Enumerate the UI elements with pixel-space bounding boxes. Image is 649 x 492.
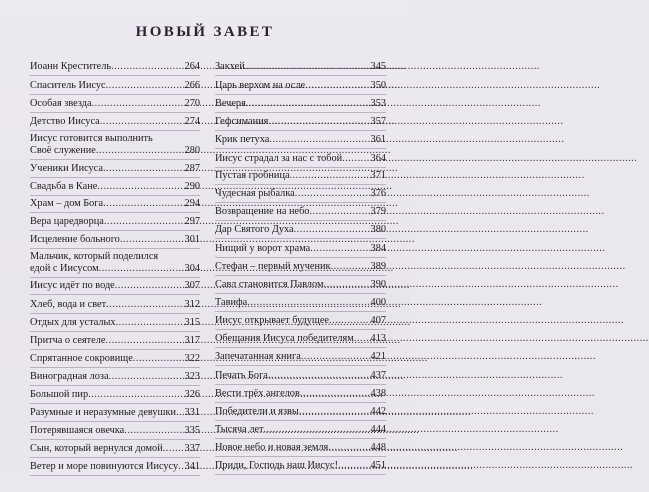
toc-entry-title: Чудесная рыбалка [215,188,295,199]
toc-leader-dots [103,198,183,210]
toc-page-number: 290 [184,181,200,192]
contents-column-left [30,58,200,476]
toc-page-number: 353 [370,98,386,109]
toc-entry-title: Возвращение на небо [215,206,310,217]
toc-entry-title: Своё служение [30,145,96,156]
toc-entry [215,149,386,168]
toc-leader-dots [290,170,370,182]
toc-leader-dots [354,333,370,345]
contents-column-right [215,58,386,475]
toc-page-number: 364 [370,153,386,164]
toc-leader-dots [305,80,369,92]
toc-entry [30,332,200,350]
toc-leader-dots [133,353,184,365]
toc-entry-title: Дар Святого Духа [215,224,294,235]
toc-page-number: 326 [184,389,200,400]
toc-entry [215,239,386,258]
toc-entry [30,196,200,213]
toc-entry [30,213,200,231]
toc-leader-dots [329,315,370,327]
toc-entry-title: Стефан – первый мученик [215,261,331,272]
toc-entry [30,404,200,422]
toc-entry [30,178,200,196]
toc-leader-dots [96,145,184,157]
toc-page-number: 341 [184,461,200,472]
toc-leader-dots [99,263,184,275]
toc-entry-title: Потерявшаяся овечка [30,425,125,436]
toc-entry [30,314,200,332]
toc-entry-title: Приди, Господь наш Иисус! [215,460,338,471]
toc-page-number: 389 [370,261,386,272]
toc-entry-title: Запечатанная книга [215,351,301,362]
toc-entry [215,330,386,348]
toc-page-number: 266 [184,80,200,91]
toc-entry-title-line: Мальчик, который поделился [30,251,159,262]
toc-page-number: 413 [370,333,386,344]
toc-entry [30,440,200,458]
toc-entry-title: Победители и язвы [215,406,299,417]
toc-entry-title: Иоанн Креститель [30,61,112,72]
toc-entry-title: Хлеб, вода и свет [30,299,107,310]
toc-page-number: 322 [184,353,200,364]
toc-entry-title: едой с Иисусом [30,263,99,274]
toc-leader-dots [116,317,184,329]
toc-leader-dots [338,460,370,472]
toc-page-number: 264 [184,61,200,72]
toc-entry [30,95,200,113]
toc-page-number: 312 [184,299,200,310]
toc-entry-title: Большой пир [30,389,89,400]
toc-leader-dots [328,442,369,454]
toc-page-number: 421 [370,351,386,362]
toc-entry-title: Спрятанное сокровище [30,353,133,364]
toc-entry-title: Храм – дом Бога [30,198,104,209]
toc-page-number: 448 [370,442,386,453]
toc-leader-dots [115,280,184,292]
toc-entry [30,350,200,368]
toc-entry [215,403,386,421]
toc-page-number: 442 [370,406,386,417]
toc-entry-title: Тысяча лет [215,424,264,435]
toc-entry [215,385,386,403]
toc-page-number: 270 [184,98,200,109]
toc-entry [30,231,200,249]
toc-leader-dots [294,224,370,236]
toc-entry-title: Закхей [215,61,245,72]
toc-leader-dots [92,98,184,110]
toc-leader-dots [104,216,184,228]
toc-entry [30,278,200,295]
toc-leader-dots [342,153,369,165]
toc-entry-title: Ученики Иисуса [30,163,103,174]
toc-leader-dots [120,234,184,246]
toc-page-number: 315 [184,317,200,328]
toc-leader-dots [124,425,183,437]
toc-entry [215,76,386,95]
toc-entry-title: Иисус идёт по воде [30,280,115,291]
toc-entry-title: Иисус страдал за нас с тобой [215,153,343,164]
toc-entry [30,295,200,314]
toc-page-number: 294 [184,198,200,209]
toc-page-number: 307 [184,280,200,291]
toc-leader-dots [103,163,184,175]
toc-leader-dots [247,297,369,309]
toc-leader-dots [176,407,184,419]
toc-leader-dots [268,116,369,128]
toc-entry-title: Вести трёх ангелов [215,388,300,399]
toc-page-number: 337 [184,443,200,454]
toc-leader-dots [109,371,184,383]
toc-page-number: 350 [370,80,386,91]
toc-entry [215,294,386,312]
toc-entry-title: Новое небо и новая земля [215,442,329,453]
toc-entry [30,131,200,160]
toc-leader-dots [331,261,370,273]
toc-entry-title: Печать Бога [215,370,268,381]
toc-page-number: 437 [370,370,386,381]
toc-page-number: 371 [370,170,386,181]
toc-leader-dots [105,335,183,347]
toc-entry [30,386,200,404]
toc-entry-title: Спаситель Иисус [30,80,106,91]
toc-entry [30,76,200,95]
toc-entry [30,422,200,440]
toc-entry-title: Обещания Иисуса победителям [215,333,354,344]
toc-leader-dots [246,98,370,110]
toc-entry-title: Нищий у ворот храма [215,243,311,254]
toc-entry [215,58,386,76]
toc-entry [215,221,386,239]
toc-page-number: 400 [370,297,386,308]
toc-entry [30,249,200,278]
toc-entry [215,366,386,385]
toc-entry-title: Притча о сеятеле [30,335,106,346]
toc-entry [215,421,386,439]
toc-leader-dots [245,61,370,73]
toc-page-number: 361 [370,134,386,145]
toc-entry [30,458,200,476]
toc-entry [215,348,386,366]
toc-page-number: 380 [370,224,386,235]
toc-entry-title: Вера царедворца [30,216,104,227]
toc-page-number: 304 [184,263,200,274]
toc-leader-dots [269,134,369,146]
toc-entry-title: Особая звезда [30,98,92,109]
toc-leader-dots [301,351,370,363]
toc-entry-title: Детство Иисуса [30,116,100,127]
toc-entry-title: Пустая гробница [215,170,290,181]
toc-page-number: 297 [184,216,200,227]
toc-entry-title: Свадьба в Кане [30,181,98,192]
toc-entry-title-line: Иисус готовится выполнить [30,133,153,144]
toc-page-number: 280 [184,145,200,156]
toc-leader-dots [268,370,370,382]
toc-page-number: 390 [370,279,386,290]
toc-entry-title: Иисус открывает будущее [215,315,329,326]
toc-page-number: 331 [184,407,200,418]
toc-page-number: 287 [184,163,200,174]
toc-entry [215,131,386,149]
toc-leader-dots [299,406,370,418]
toc-page-number: 384 [370,243,386,254]
toc-page-number: 323 [184,371,200,382]
toc-leader-dots [97,181,183,193]
section-title: НОВЫЙ ЗАВЕТ [135,24,275,40]
toc-entry [215,258,386,276]
toc-entry-title: Виноградная лоза [30,371,109,382]
toc-entry [30,58,200,76]
toc-page-number: 407 [370,315,386,326]
toc-entry [30,368,200,386]
toc-entry [30,160,200,178]
toc-entry [215,185,386,203]
toc-entry-title: Крик петуха [215,134,270,145]
toc-page-number: 335 [184,425,200,436]
toc-leader-dots [106,299,183,311]
toc-leader-dots [309,206,369,218]
toc-entry [30,113,200,131]
toc-page-number: 379 [370,206,386,217]
toc-entry-title: Ветер и море повинуются Иисусу [30,461,179,472]
toc-entry [215,439,386,457]
toc-entry-title: Савл становится Павлом [215,279,324,290]
toc-entry-title: Отдых для усталых [30,317,116,328]
toc-page-number: 301 [184,234,200,245]
toc-leader-dots [324,279,370,291]
toc-entry [215,168,386,185]
toc-entry [215,276,386,294]
toc-leader-dots [300,388,370,400]
toc-entry-title: Тавифа [215,297,248,308]
toc-entry-title: Исцеление больного [30,234,120,245]
toc-leader-dots [295,188,370,200]
toc-page-number: 317 [184,335,200,346]
toc-page-number: 357 [370,116,386,127]
toc-page-number: 444 [370,424,386,435]
toc-entry [215,203,386,221]
toc-entry [215,95,386,113]
toc-page-number: 345 [370,61,386,72]
toc-leader-dots [100,116,184,128]
toc-entry-title: Гефсимания [215,116,269,127]
toc-page-number: 451 [370,460,386,471]
toc-entry [215,312,386,330]
toc-entry [215,113,386,131]
toc-entry-title: Сын, который вернулся домой [30,443,163,454]
toc-leader-dots [163,443,184,455]
toc-leader-dots [88,389,183,401]
toc-leader-dots [310,243,369,255]
toc-page-number: 438 [370,388,386,399]
toc-page-number: 376 [370,188,386,199]
toc-page-number: 274 [184,116,200,127]
toc-entry [215,457,386,475]
toc-entry-title: Вечеря [215,98,246,109]
toc-leader-dots [106,80,184,92]
toc-entry-title: Царь верхом на осле [215,80,306,91]
toc-leader-dots [111,61,183,73]
toc-leader-dots [264,424,370,436]
toc-entry-title: Разумные и неразумные девушки [30,407,176,418]
